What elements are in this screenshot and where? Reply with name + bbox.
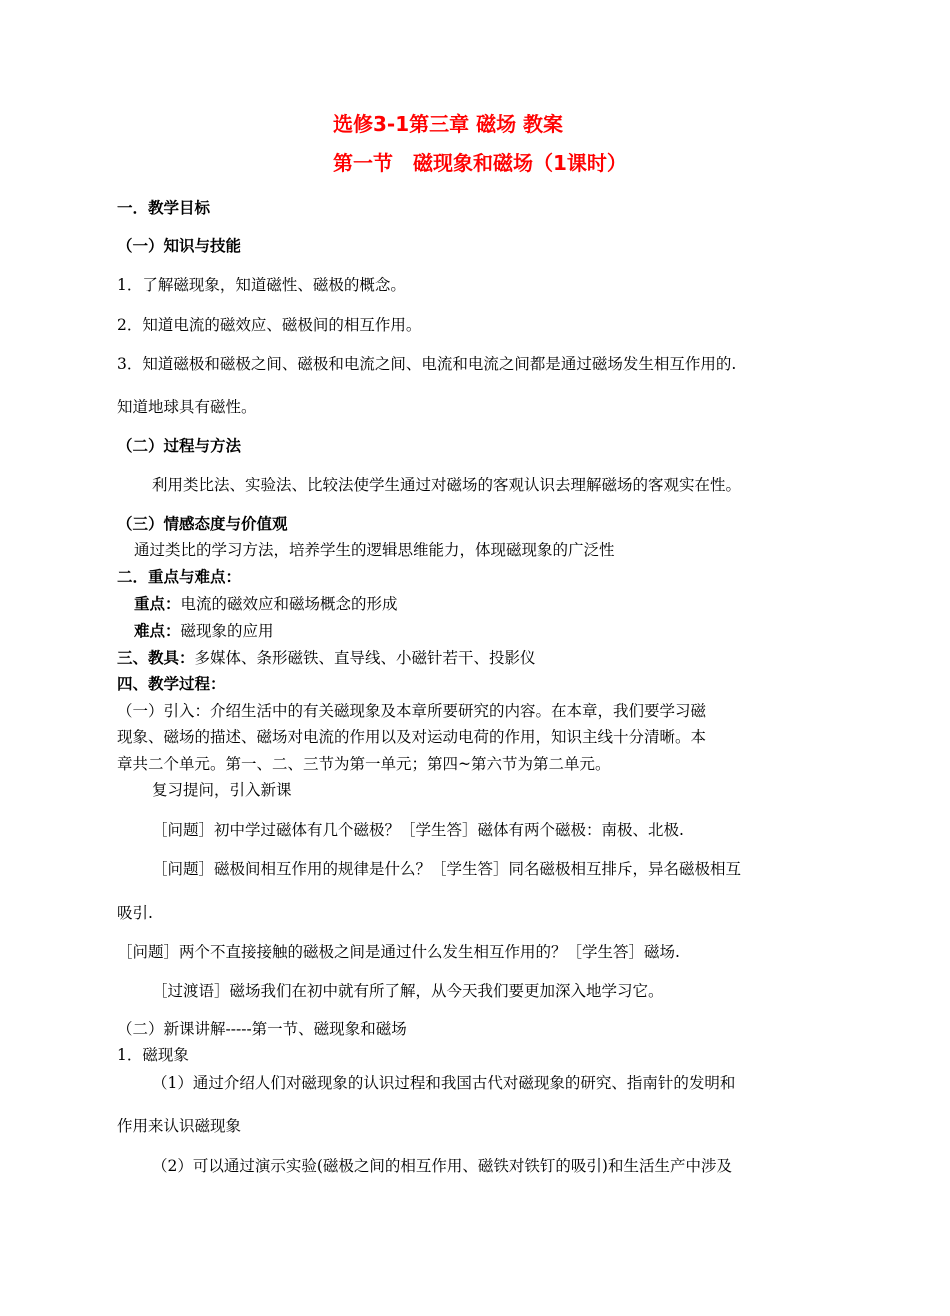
process-text: 利用类比法、实验法、比较法使学生通过对磁场的客观认识去理解磁场的客观实在性。 [152,476,742,494]
point-1-para-2: （2）可以通过演示实验(磁极之间的相互作用、磁铁对铁钉的吸引)和生活生产中涉及 [152,1157,732,1175]
goal-item-3-cont: 知道地球具有磁性。 [117,398,257,416]
tools-text: 多媒体、条形磁铁、直导线、小磁针若干、投影仪 [194,649,536,667]
qa-1: ［问题］初中学过磁体有几个磁极？［学生答］磁体有两个磁极：南极、北极. [152,821,684,839]
key-point [134,594,398,614]
qa-2-cont: 吸引. [117,904,153,922]
point-1-para-1: （1）通过介绍人们对磁现象的认识过程和我国古代对磁现象的研究、指南针的发明和 [152,1074,736,1092]
qa-3: ［问题］两个不直接接触的磁极之间是通过什么发生相互作用的？［学生答］磁场. [117,943,680,961]
section-heading-goals: 一．教学目标 [117,199,211,217]
doc-title: 选修3-1第三章 磁场 教案 [333,112,564,136]
subheading-process: （二）过程与方法 [117,437,242,455]
difficult-point-text: 磁现象的应用 [180,622,274,640]
intro-line-3: 章共二个单元。第一、二、三节为第一单元；第四~第六节为第二单元。 [117,755,611,773]
subheading-emotion: （三）情感态度与价值观 [117,515,288,533]
intro-line-1: （一）引入：介绍生活中的有关磁现象及本章所要研究的内容。在本章，我们要学习磁 [117,702,707,720]
transition-text: ［过渡语］磁场我们在初中就有所了解，从今天我们要更加深入地学习它。 [152,982,664,1000]
subheading-knowledge: （一）知识与技能 [117,237,242,255]
new-lesson-heading: （二）新课讲解-----第一节、磁现象和磁场 [117,1020,407,1038]
key-point-text: 电流的磁效应和磁场概念的形成 [180,595,398,613]
goal-item-1: 1．了解磁现象，知道磁性、磁极的概念。 [117,276,406,294]
doc-subtitle: 第一节 磁现象和磁场（1课时） [333,151,627,175]
section-heading-key: 二．重点与难点： [117,568,242,586]
section-heading-process: 四、教学过程： [117,675,226,693]
emotion-text: 通过类比的学习方法，培养学生的逻辑思维能力，体现磁现象的广泛性 [134,541,615,559]
tools-line [117,648,536,668]
goal-item-3: 3．知道磁极和磁极之间、磁极和电流之间、电流和电流之间都是通过磁场发生相互作用的. [117,355,737,373]
intro-line-2: 现象、磁场的描述、磁场对电流的作用以及对运动电荷的作用，知识主线十分清晰。本 [117,728,707,746]
qa-2: ［问题］磁极间相互作用的规律是什么？［学生答］同名磁极相互排斥，异名磁极相互 [152,860,742,878]
review-text: 复习提问，引入新课 [152,781,292,799]
point-1-heading: 1．磁现象 [117,1046,189,1064]
point-1-para-1-cont: 作用来认识磁现象 [117,1117,242,1135]
goal-item-2: 2．知道电流的磁效应、磁极间的相互作用。 [117,316,422,334]
key-point-label: 重点： [134,595,181,613]
difficult-point [134,621,274,641]
difficult-point-label: 难点： [134,622,181,640]
section-heading-tools: 三、教具： [117,649,195,667]
